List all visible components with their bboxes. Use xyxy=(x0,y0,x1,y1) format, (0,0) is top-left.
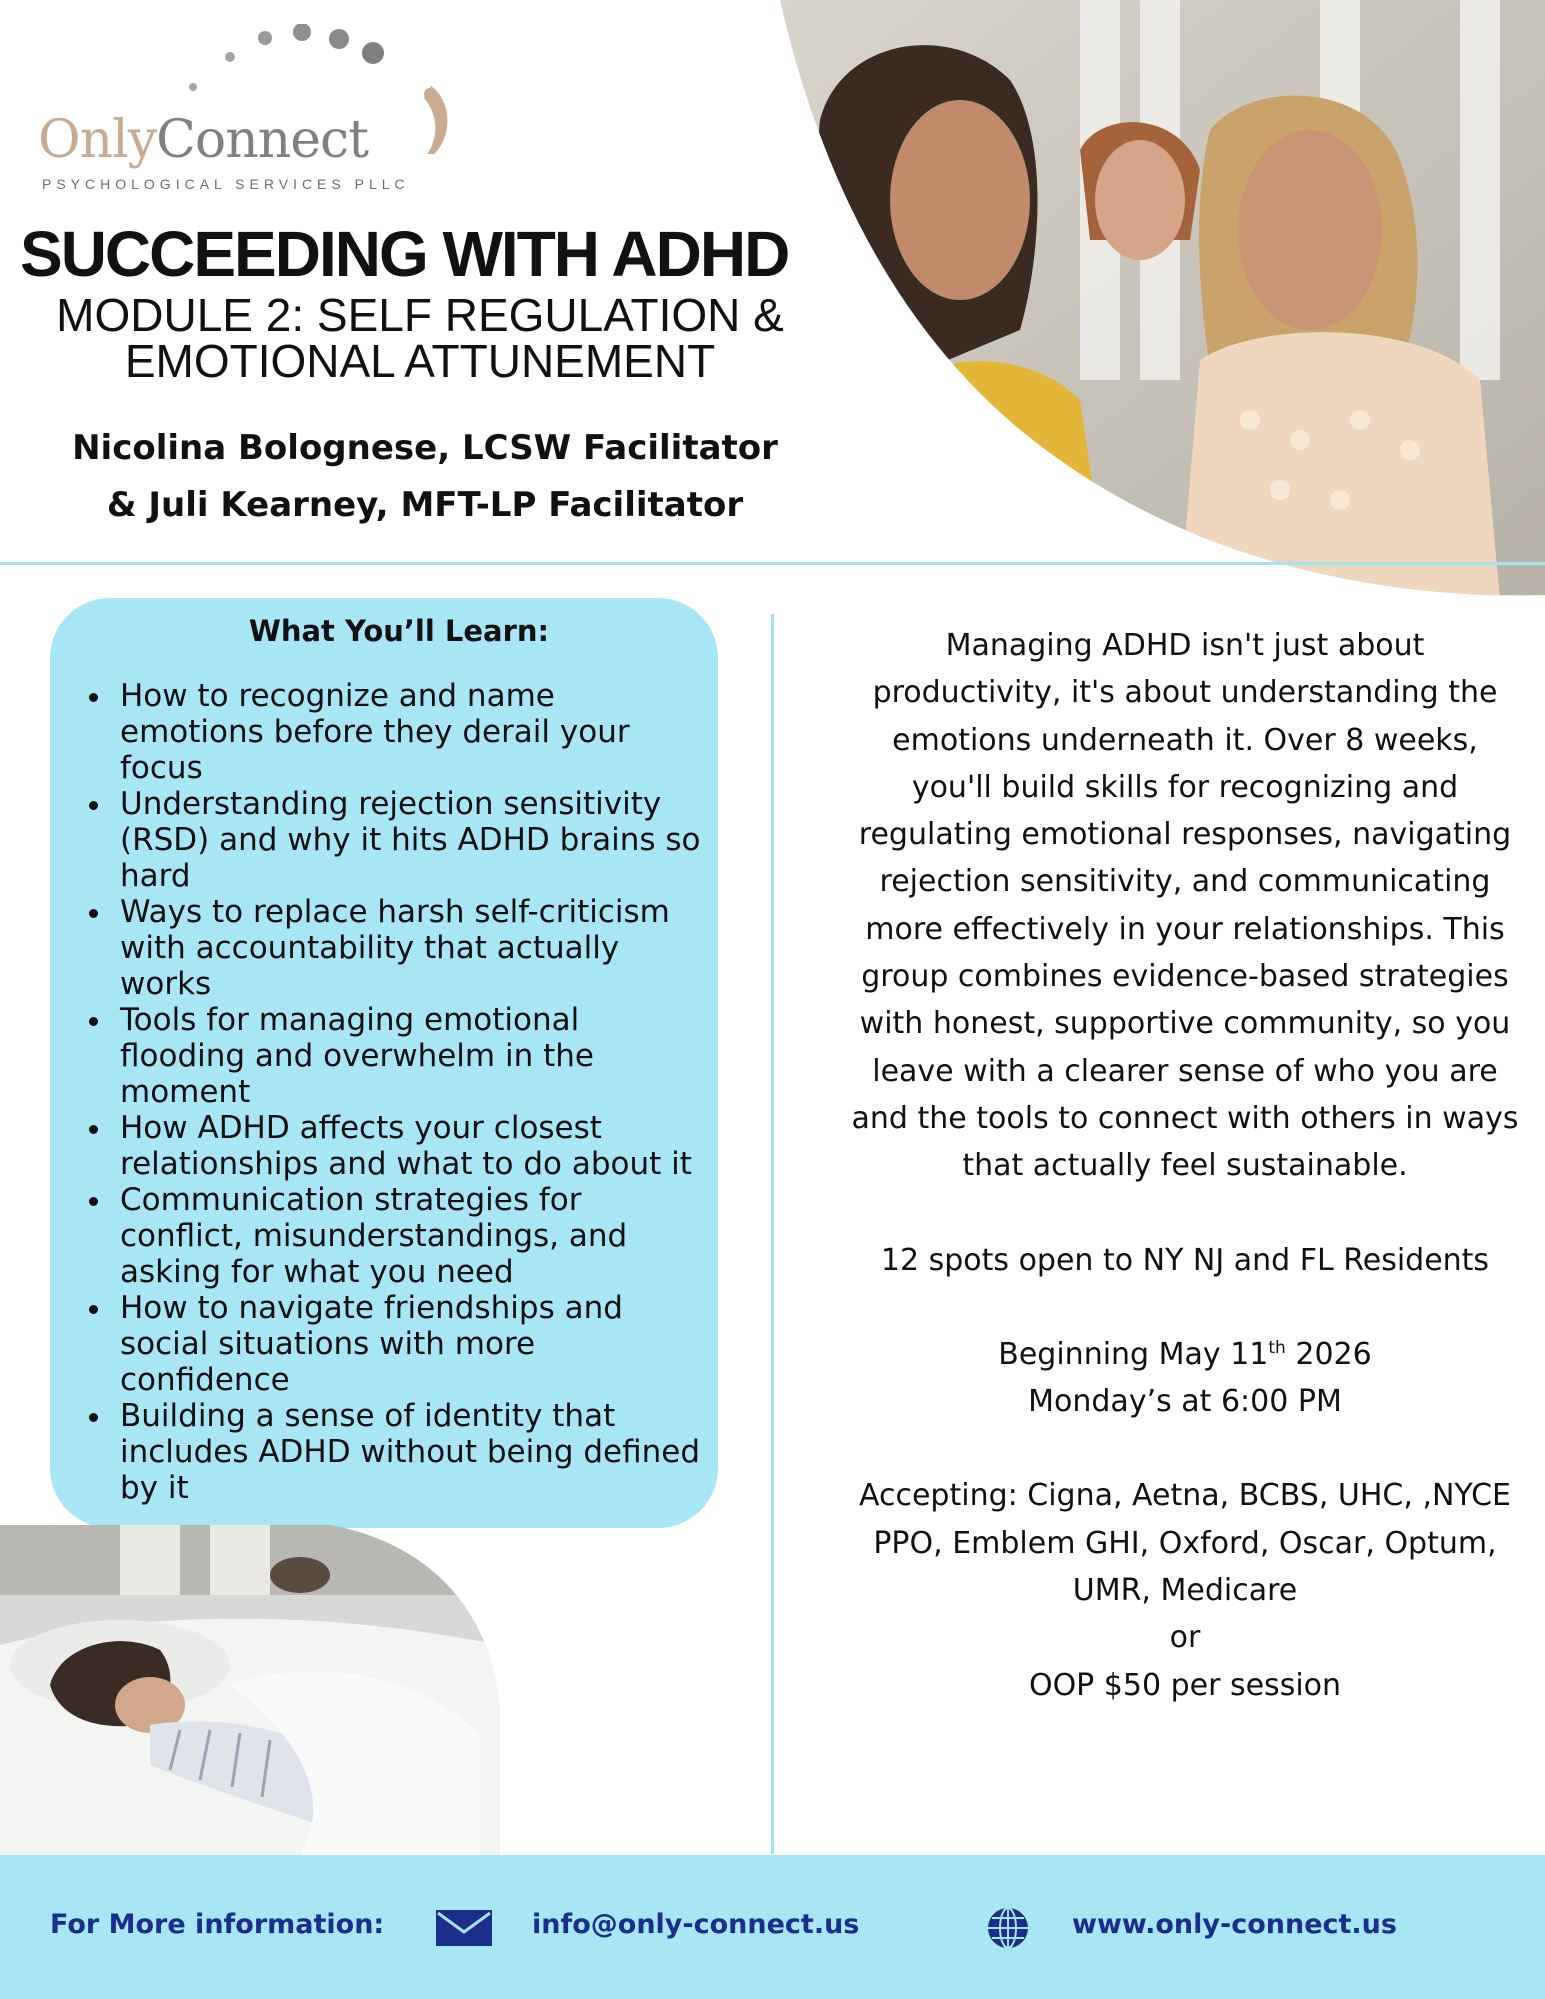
facilitators xyxy=(20,420,830,534)
learn-item: • How to navigate friendships and social situations with more confidence xyxy=(114,1290,708,1398)
out-of-pocket-price: OOP $50 per session xyxy=(1028,1667,1342,1703)
email-link[interactable]: info@only-connect.us xyxy=(532,1909,860,1940)
subtitle-line-1: MODULE 2: SELF REGULATION & xyxy=(56,289,784,341)
learn-item: • Communication strategies for conflict, misunderstandings, and asking for what you need xyxy=(114,1182,708,1290)
spacer xyxy=(850,1190,1520,1237)
start-date xyxy=(850,1331,1520,1378)
learn-item: • How to recognize and name emotions before they derail your focus xyxy=(114,678,708,786)
column-divider xyxy=(771,614,774,1854)
description-column xyxy=(850,622,1520,1709)
learn-item: • Understanding rejection sensitivity (RSD) and why it hits ADHD brains so hard xyxy=(114,786,708,894)
start-year: 2026 xyxy=(1285,1336,1372,1372)
ordinal-suffix: th xyxy=(1268,1337,1286,1358)
logo-word-only: Only xyxy=(38,110,157,170)
website-link[interactable]: www.only-connect.us xyxy=(1072,1909,1397,1940)
module-subtitle xyxy=(20,289,820,387)
learn-item: • How ADHD affects your closest relationships and what to do about it xyxy=(114,1110,708,1182)
contact-footer xyxy=(0,1855,1545,1999)
logo-word-connect: Connect xyxy=(156,110,369,170)
page-title: SUCCEEDING WITH ADHD xyxy=(20,218,789,290)
learn-heading: What You’ll Learn: xyxy=(248,614,550,648)
spots-available: 12 spots open to NY NJ and FL Residents xyxy=(880,1242,1490,1278)
company-logo xyxy=(38,24,478,194)
logo-wordmark xyxy=(38,110,369,170)
envelope-icon xyxy=(436,1910,492,1946)
subtitle-line-2: EMOTIONAL ATTUNEMENT xyxy=(124,335,716,387)
learn-panel xyxy=(50,598,718,1528)
learn-item: • Building a sense of identity that includes ADHD without being defined by it xyxy=(114,1398,708,1506)
facilitator-line-1: Nicolina Bolognese, LCSW Facilitator xyxy=(72,428,778,468)
photo-person-in-bed xyxy=(0,1525,500,1855)
learn-list xyxy=(90,678,708,1506)
logo-tagline: PSYCHOLOGICAL SERVICES PLLC xyxy=(42,176,410,192)
meeting-time: Monday’s at 6:00 PM xyxy=(1028,1384,1342,1420)
globe-icon xyxy=(986,1906,1030,1950)
learn-item: • Ways to replace harsh self-criticism with accountability that actually works xyxy=(114,894,708,1002)
spacer xyxy=(850,1284,1520,1331)
learn-item: • Tools for managing emotional flooding and overwhelm in the moment xyxy=(114,1002,708,1110)
program-description: Managing ADHD isn't just about productivity, it's about understanding the emotions underneath it. Over 8 weeks, you'll build skills for recognizing and regulating emotional responses, navigating rejection sensitivity, and communicating more effectively in your relationships. This group combines evidence-based strategies with honest, supportive community, so you leave with a clearer sense of who you are and the tools to connect with others in ways that actually feel sustainable. xyxy=(851,628,1519,1184)
facilitator-line-2: & Juli Kearney, MFT-LP Facilitator xyxy=(106,485,744,525)
header-divider xyxy=(0,562,1545,565)
start-date-text: Beginning May 11 xyxy=(998,1336,1269,1372)
more-info-label: For More information: xyxy=(50,1909,385,1940)
or-text: or xyxy=(1169,1620,1201,1656)
spacer xyxy=(850,1425,1520,1472)
hero-photo-women-laughing xyxy=(780,0,1545,600)
insurance-accepted: Accepting: Cigna, Aetna, BCBS, UHC, ,NYCE PPO, Emblem GHI, Oxford, Oscar, Optum, UMR, Medicare xyxy=(858,1478,1512,1609)
